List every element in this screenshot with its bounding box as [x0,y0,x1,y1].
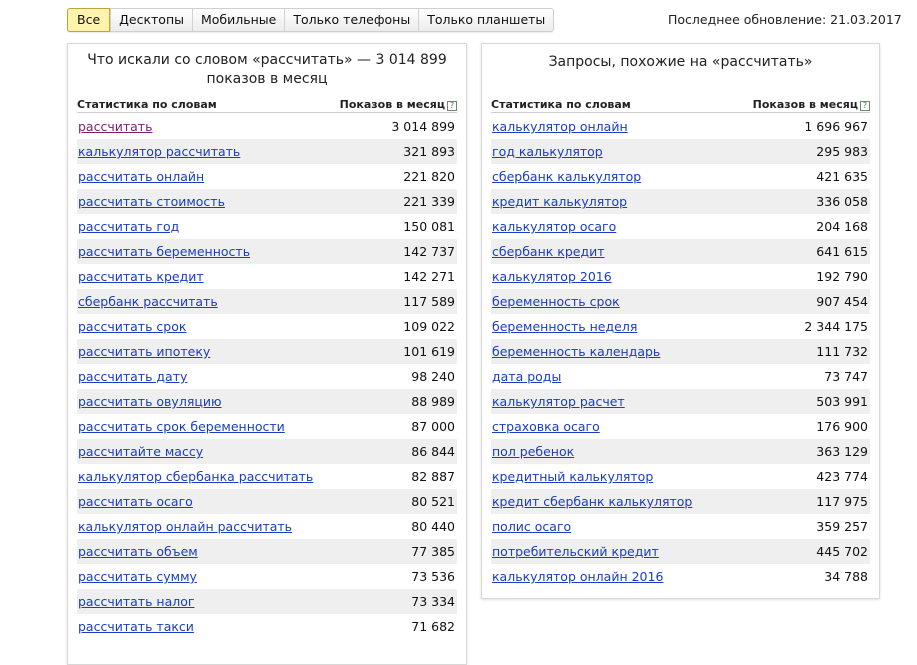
phrase-link[interactable]: пол ребенок [492,444,575,459]
impressions-count: 117 975 [816,494,868,509]
table-row [491,464,870,489]
impressions-count: 907 454 [816,294,868,309]
phrase-link[interactable]: калькулятор осаго [492,219,617,234]
phrase-link[interactable]: год калькулятор [492,144,603,159]
impressions-count: 111 732 [816,344,868,359]
phrase-link[interactable]: рассчитать стоимость [78,194,225,209]
phrase-link[interactable]: рассчитать онлайн [78,169,205,184]
phrase-link[interactable]: рассчитать срок беременности [78,419,285,434]
impressions-count: 117 589 [403,294,455,309]
table-row [491,264,870,289]
table-row [491,239,870,264]
impressions-count: 88 989 [411,394,455,409]
impressions-count: 421 635 [816,169,868,184]
word-stats-table [77,114,457,639]
impressions-count: 80 440 [411,519,455,534]
impressions-count: 295 983 [816,144,868,159]
table-row [77,389,457,414]
phrase-link[interactable]: кредит калькулятор [492,194,628,209]
impressions-count: 2 344 175 [804,319,868,334]
phrase-link[interactable]: рассчитать овуляцию [78,394,222,409]
table-row [77,314,457,339]
table-row [77,214,457,239]
column-header-impressions [340,98,457,111]
phrase-link[interactable]: рассчитать кредит [78,269,204,284]
column-header-phrase: Статистика по словам [491,98,631,111]
phrase-link[interactable]: рассчитать беременность [78,244,251,259]
similar-queries-panel [481,43,880,599]
column-header-impressions [753,98,870,111]
phrase-link[interactable]: рассчитать осаго [78,494,193,509]
phrase-link[interactable]: рассчитать сумму [78,569,197,584]
table-row [77,514,457,539]
impressions-count: 73 334 [411,594,455,609]
phrase-link[interactable]: страховка осаго [492,419,600,434]
impressions-count: 503 991 [816,394,868,409]
phrase-link[interactable]: рассчитать дату [78,369,188,384]
device-filter-tabs [67,8,554,32]
impressions-count: 204 168 [816,219,868,234]
table-row [77,564,457,589]
impressions-count: 641 615 [816,244,868,259]
table-row [491,189,870,214]
phrase-link[interactable]: рассчитайте массу [78,444,204,459]
impressions-count: 142 271 [403,269,455,284]
phrase-link[interactable]: калькулятор расчет [492,394,625,409]
impressions-count: 71 682 [411,619,455,634]
impressions-count: 359 257 [816,519,868,534]
phrase-link[interactable]: рассчитать срок [78,319,187,334]
phrase-link[interactable]: беременность календарь [492,344,661,359]
phrase-link[interactable]: кредитный калькулятор [492,469,654,484]
phrase-link[interactable]: калькулятор рассчитать [78,144,241,159]
phrase-link[interactable]: калькулятор сбербанка рассчитать [78,469,314,484]
phrase-link[interactable]: рассчитать налог [78,594,195,609]
impressions-count: 77 385 [411,544,455,559]
phrase-link[interactable]: беременность срок [492,294,620,309]
table-row [491,139,870,164]
column-header-phrase: Статистика по словам [77,98,217,111]
impressions-count: 73 747 [824,369,868,384]
table-row [77,489,457,514]
impressions-count: 1 696 967 [804,119,868,134]
column-header-label: Показов в месяц [752,98,858,111]
impressions-count: 142 737 [403,244,455,259]
phrase-link[interactable]: рассчитать объем [78,544,198,559]
table-row [77,539,457,564]
impressions-count: 109 022 [403,319,455,334]
table-row [77,139,457,164]
phrase-link[interactable]: калькулятор онлайн рассчитать [78,519,293,534]
phrase-link[interactable]: беременность неделя [492,319,638,334]
impressions-count: 321 893 [403,144,455,159]
table-row [491,214,870,239]
impressions-count: 336 058 [816,194,868,209]
table-row [491,514,870,539]
phrase-link[interactable]: кредит сбербанк калькулятор [492,494,693,509]
tab-desktops[interactable]: Десктопы [110,9,192,31]
last-updated-text: Последнее обновление: 21.03.2017 [668,12,902,27]
phrase-link[interactable]: рассчитать год [78,219,180,234]
tab-all[interactable]: Все [67,8,110,32]
phrase-link[interactable]: сбербанк кредит [492,244,605,259]
panel-title: Что искали со словом «рассчитать» — 3 014 899 показов в месяц [87,52,447,87]
impressions-count: 176 900 [816,419,868,434]
impressions-count: 3 014 899 [391,119,455,134]
impressions-count: 221 820 [403,169,455,184]
phrase-link[interactable]: сбербанк рассчитать [78,294,218,309]
table-row [77,289,457,314]
impressions-count: 73 536 [411,569,455,584]
impressions-count: 101 619 [403,344,455,359]
column-header-label: Показов в месяц [339,98,445,111]
table-header [491,96,870,113]
tab-tablets-only[interactable]: Только планшеты [418,9,553,31]
phrase-link[interactable]: калькулятор онлайн 2016 [492,569,664,584]
table-row [77,164,457,189]
similar-queries-table [491,114,870,589]
impressions-count: 221 339 [403,194,455,209]
table-row [77,189,457,214]
panel-title: Запросы, похожие на «рассчитать» [548,54,813,70]
impressions-count: 423 774 [816,469,868,484]
table-row [77,464,457,489]
table-row [491,314,870,339]
table-row [77,114,457,139]
searched-with-word-panel [67,43,467,665]
phrase-link[interactable]: сбербанк калькулятор [492,169,642,184]
phrase-link[interactable]: рассчитать такси [78,619,194,634]
table-row [77,439,457,464]
impressions-count: 87 000 [411,419,455,434]
help-icon[interactable]: ? [447,101,457,111]
impressions-count: 98 240 [411,369,455,384]
table-row [77,589,457,614]
help-icon[interactable]: ? [860,101,870,111]
impressions-count: 363 129 [816,444,868,459]
impressions-count: 82 887 [411,469,455,484]
impressions-count: 80 521 [411,494,455,509]
table-row [77,614,457,639]
phrase-link[interactable]: рассчитать [78,119,153,134]
table-row [491,364,870,389]
table-row [491,414,870,439]
phrase-link[interactable]: полис осаго [492,519,572,534]
phrase-link[interactable]: дата роды [492,369,562,384]
table-row [491,389,870,414]
table-row [77,339,457,364]
table-row [491,539,870,564]
table-row [491,164,870,189]
phrase-link[interactable]: калькулятор 2016 [492,269,612,284]
table-row [491,289,870,314]
phrase-link[interactable]: потребительский кредит [492,544,659,559]
phrase-link[interactable]: калькулятор онлайн [492,119,628,134]
table-row [77,364,457,389]
impressions-count: 86 844 [411,444,455,459]
table-row [491,489,870,514]
impressions-count: 445 702 [816,544,868,559]
table-row [77,264,457,289]
phrase-link[interactable]: рассчитать ипотеку [78,344,211,359]
table-row [491,114,870,139]
table-row [77,414,457,439]
table-row [77,239,457,264]
table-header [77,96,457,113]
tab-mobile[interactable]: Мобильные [192,9,284,31]
table-row [491,339,870,364]
tab-phones-only[interactable]: Только телефоны [284,9,418,31]
impressions-count: 192 790 [816,269,868,284]
impressions-count: 150 081 [403,219,455,234]
table-row [491,439,870,464]
table-row [491,564,870,589]
impressions-count: 34 788 [824,569,868,584]
